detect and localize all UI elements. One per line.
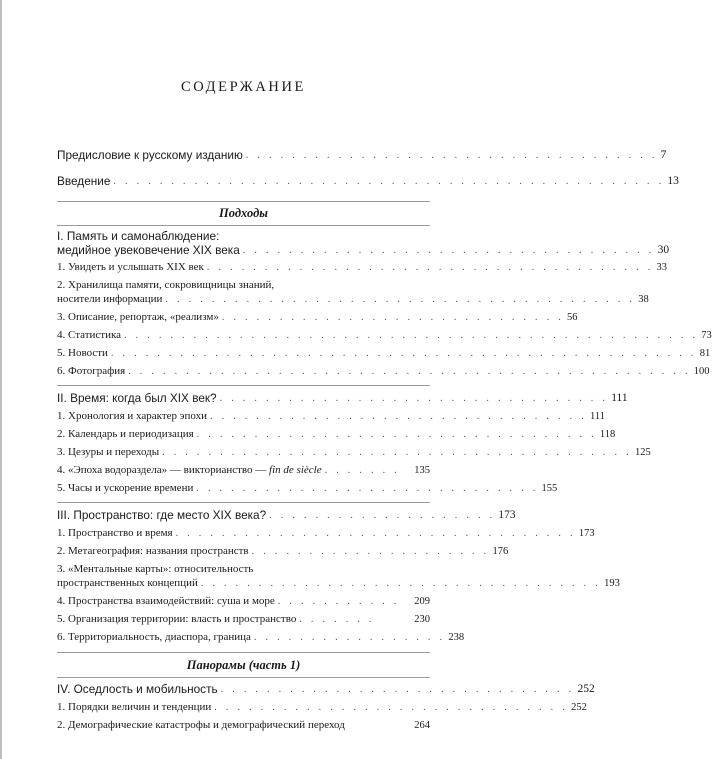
leader-dots: . . . . . . . . . . . . . . . . . . . . . . . . . . . . . . . . . . . — [175, 528, 576, 539]
leader-dots: . . . . . . . . . . . . . . . . . . . . . . . . . . . . . . . . . . . . — [245, 150, 658, 161]
toc-entry-ch4-s1[interactable] — [57, 700, 587, 715]
entry-title: Предисловие к русскому изданию — [57, 148, 243, 162]
leader-dots: . . . . . . . . . . . . . . . . . . . . . . . . . . . . . . . . . . . — [196, 429, 597, 440]
entry-page: 173 — [578, 528, 595, 539]
toc-entry-ch1-s2-line1[interactable]: 2. Хранилища памяти, сокровищницы знаний, — [57, 279, 275, 291]
leader-dots: . . . . . . . . . . . . . . . . . . . . . . . . . . . . . . . . . . . . . . . . . . . . . . . . . . . — [110, 348, 697, 359]
toc-entry-ch1-s6[interactable] — [57, 364, 710, 379]
entry-page: 118 — [599, 429, 616, 440]
leader-dots: . . . . . . . . . . . . . . . . . . . . . . . . . . . . . . . . . . . — [200, 578, 602, 589]
entry-title: 1. Порядки величин и тенденции — [57, 701, 212, 713]
leader-dots: . . . . . . . . . . . . . . . . . . . . . . . . . . . . . . — [196, 483, 539, 494]
leader-dots: . . . . . . . . . . . . . . . . . . . . . . . . . . . . . . . — [220, 684, 575, 695]
leader-dots: . . . . . . . . . . . . . . . . . . . . . . . . . . . . . . . . . . — [219, 393, 609, 404]
toc-entry-ch2[interactable] — [57, 391, 628, 406]
leader-dots: . . . . . . . . . . . . . . . . . . . . . . . . . . . . . . . . . . . . — [242, 245, 655, 256]
entry-page: 38 — [638, 294, 649, 305]
entry-title: 2. Календарь и периодизация — [57, 428, 194, 440]
entry-page: 193 — [604, 578, 620, 589]
leader-dots: . . . . . . . . . . . . . . . . . . . . . — [251, 546, 490, 557]
entry-page: 7 — [660, 149, 667, 161]
entry-page: 209 — [414, 596, 430, 607]
entry-title: 5. Часы и ускорение времени — [57, 482, 194, 494]
toc-list — [57, 148, 712, 733]
entry-page: 111 — [590, 411, 605, 422]
toc-entry-ch1-s2[interactable] — [57, 292, 649, 307]
entry-page: 264 — [414, 720, 430, 731]
entry-page: 230 — [414, 614, 430, 625]
entry-title: пространственных концепций — [57, 577, 198, 589]
toc-entry-ch2-s5[interactable] — [57, 481, 558, 496]
toc-entry-ch3-s3[interactable] — [57, 576, 620, 591]
leader-dots: . . . . . . . — [324, 465, 400, 476]
leader-dots: . . . . . . . . . . . . . . . . . . . . . . . . . . . . . . . . . — [210, 411, 587, 422]
toc-entry-ch1-s5[interactable] — [57, 346, 711, 361]
entry-page: 100 — [693, 366, 710, 377]
entry-title: носители информации — [57, 293, 163, 305]
toc-entry-ch2-s4[interactable] — [57, 463, 430, 478]
toc-entry-ch1-s1[interactable] — [57, 260, 667, 275]
leader-dots: . . . . . . . . . . . . . . . . . . . . . . . . . . . . . . . . . . . . . . . . . — [162, 447, 632, 458]
leader-dots: . . . . . . . — [299, 614, 375, 625]
entry-title: 3. Описание, репортаж, «реализм» — [57, 311, 219, 323]
leader-dots: . . . . . . . . . . . . . . . . . . . . . . . . . . . . . . . . . . . . . . . . . . . . . . . . . — [128, 366, 691, 377]
entry-page: 125 — [634, 447, 651, 458]
entry-title-main: 4. «Эпоха водораздела» — викторианство — — [57, 464, 270, 476]
leader-dots: . . . . . . . . . . . . . . . . . . . . . . . . . . . . . . — [221, 312, 565, 323]
entry-title: 1. Хронология и характер эпохи — [57, 410, 207, 422]
toc-entry-ch3-s4[interactable] — [57, 594, 430, 609]
entry-title: II. Время: когда был XIX век? — [57, 391, 217, 405]
toc-entry-ch3-s6[interactable] — [57, 630, 465, 645]
toc-entry-ch1-line1[interactable]: I. Память и самонаблюдение: — [57, 229, 220, 243]
toc-entry-ch1[interactable] — [57, 243, 670, 258]
toc-entry-ch3-s2[interactable] — [57, 544, 509, 559]
toc-entry-ch2-s1[interactable] — [57, 409, 605, 424]
leader-dots: . . . . . . . . . . . . . . . . . . . . . . . . . . . . . . . . . . . . . . . . . — [165, 294, 636, 305]
entry-title: 6. Территориальность, диаспора, граница — [57, 631, 251, 643]
entry-title: 3. Цезуры и переходы — [57, 446, 160, 458]
toc-entry-preface[interactable] — [57, 148, 667, 163]
toc-entry-ch3-s5[interactable] — [57, 612, 430, 627]
toc-entry-ch4[interactable] — [57, 682, 595, 697]
leader-dots: . . . . . . . . . . . — [277, 596, 400, 607]
entry-title: 5. Новости — [57, 347, 108, 359]
entry-page: 56 — [567, 312, 578, 323]
entry-title: 6. Фотография — [57, 365, 126, 377]
entry-title-italic: fin de siècle — [269, 464, 322, 476]
page-edge — [0, 0, 2, 759]
leader-dots: . . . . . . . . . . . . . . . . . . . . . . . . . . . . . . . . . . . . . . . . . . . . . . . . . . — [124, 330, 699, 341]
entry-page: 176 — [492, 546, 509, 557]
leader-dots: . . . . . . . . . . . . . . . . . . . . . . . . . . . . . . . . . . . . . . . . . . . . . . . . — [113, 176, 665, 187]
leader-dots: . . . . . . . . . . . . . . . . . . . . . . . . . . . . . . . . . . . . . . . — [206, 262, 654, 273]
toc-entry-intro[interactable] — [57, 174, 679, 189]
leader-dots: . . . . . . . . . . . . . . . . . . . . — [269, 510, 496, 521]
entry-title: 4. Статистика — [57, 329, 122, 341]
part-heading-approaches: Подходы — [219, 206, 268, 220]
entry-title: 4. Пространства взаимодействий: суша и море — [57, 595, 275, 607]
toc-entry-ch3[interactable] — [57, 508, 516, 523]
entry-title: 1. Пространство и время — [57, 527, 173, 539]
entry-page: 173 — [498, 509, 516, 521]
entry-page: 238 — [448, 632, 465, 643]
entry-title: IV. Оседлость и мобильность — [57, 682, 218, 696]
entry-page: 155 — [541, 483, 558, 494]
entry-page: 73 — [701, 330, 712, 341]
page-title: СОДЕРЖАНИЕ — [181, 79, 306, 95]
toc-entry-ch4-s2[interactable] — [57, 718, 430, 733]
entry-page: 33 — [656, 262, 667, 273]
entry-title: 1. Увидеть и услышать XIX век — [57, 261, 204, 273]
toc-entry-ch2-s3[interactable] — [57, 445, 651, 460]
entry-title — [57, 463, 322, 478]
toc-entry-ch1-s3[interactable] — [57, 310, 578, 325]
entry-title: 2. Демографические катастрофы и демографический переход — [57, 719, 345, 731]
entry-title: Введение — [57, 174, 111, 188]
toc-entry-ch3-s3-line1[interactable]: 3. «Ментальные карты»: относительность — [57, 563, 254, 575]
entry-page: 81 — [699, 348, 711, 359]
entry-page: 111 — [611, 392, 628, 404]
toc-entry-ch1-s4[interactable] — [57, 328, 712, 343]
entry-page: 30 — [657, 244, 670, 256]
entry-page: 252 — [577, 683, 595, 695]
entry-title: 2. Метагеография: названия пространств — [57, 545, 249, 557]
entry-title: 5. Организация территории: власть и пространство — [57, 613, 297, 625]
leader-dots: . . . . . . . . . . . . . . . . . — [253, 632, 446, 643]
entry-title: III. Пространство: где место XIX века? — [57, 508, 267, 522]
part-heading-panoramas: Панорамы (часть 1) — [186, 658, 301, 672]
toc-entry-ch3-s1[interactable] — [57, 526, 595, 541]
entry-title: медийное увековечение XIX века — [57, 243, 240, 257]
toc-entry-ch2-s2[interactable] — [57, 427, 616, 442]
entry-page: 252 — [571, 702, 587, 713]
entry-page: 13 — [667, 175, 679, 187]
leader-dots: . . . . . . . . . . . . . . . . . . . . . . . . . . . . . . . — [214, 702, 569, 713]
entry-page: 135 — [414, 465, 430, 476]
